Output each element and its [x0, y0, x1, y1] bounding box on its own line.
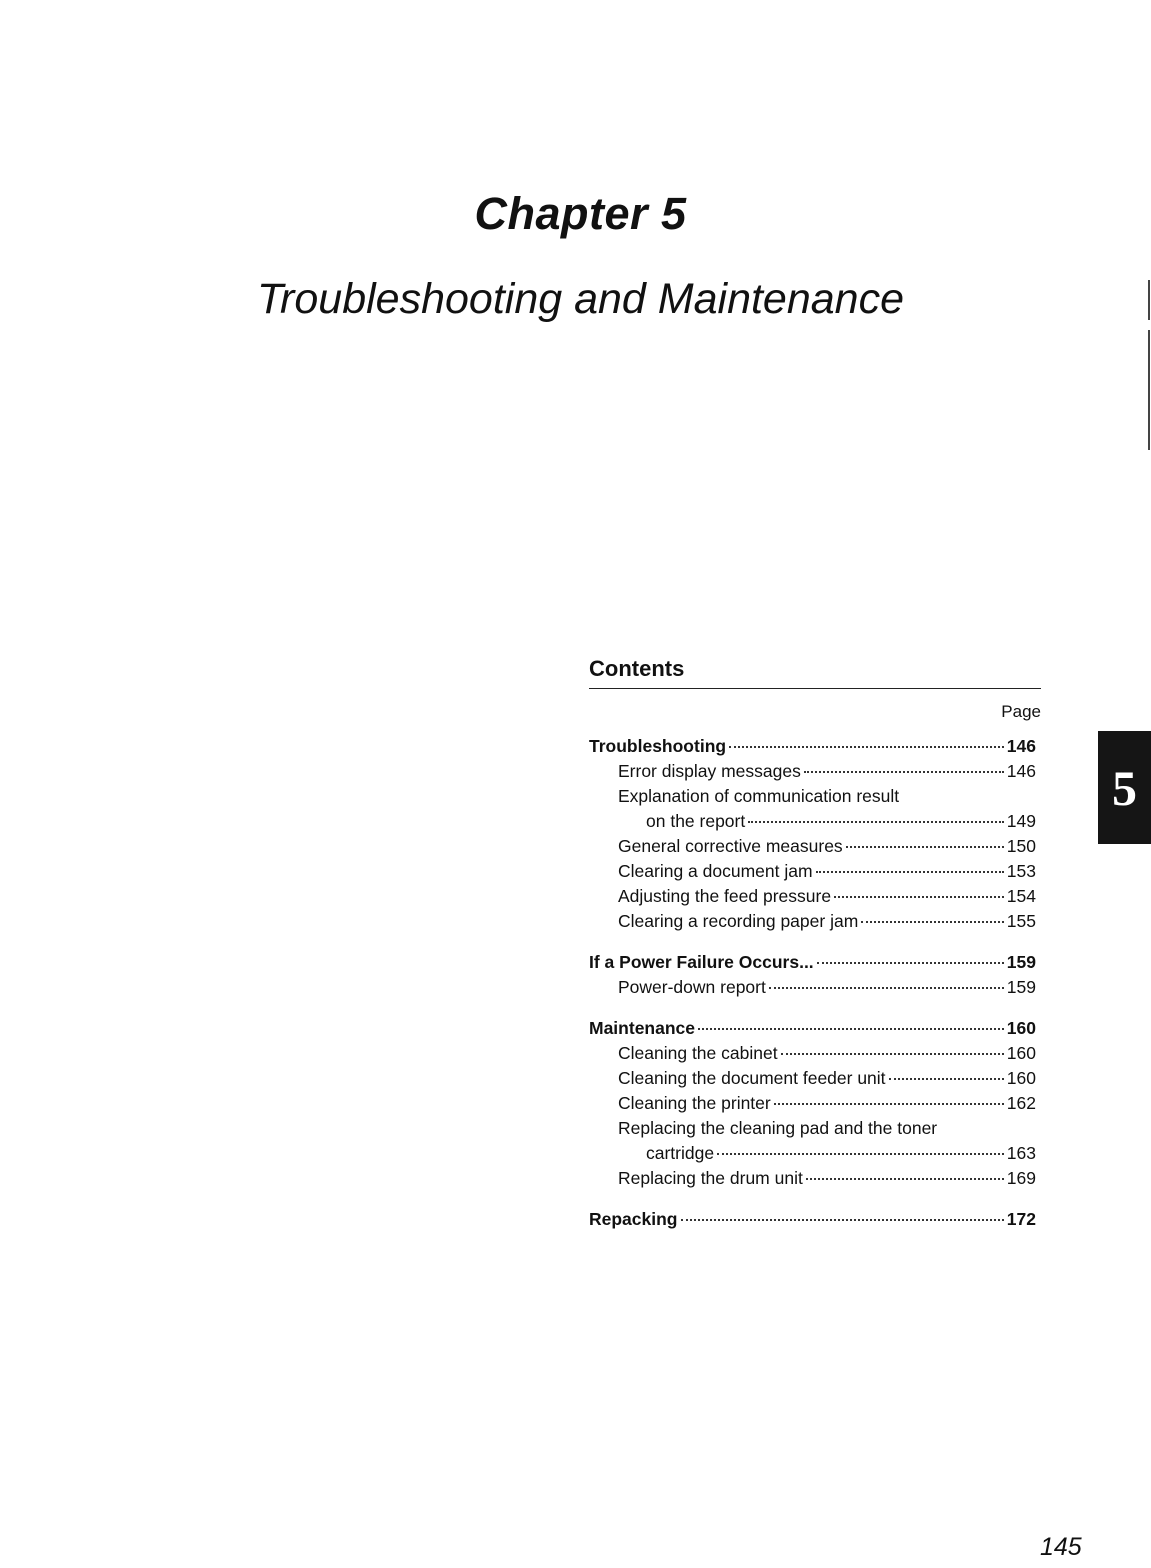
toc-entry-continuation[interactable]: [589, 1141, 1036, 1166]
toc-entry-label: Clearing a document jam: [618, 861, 813, 881]
leader-dots: [769, 973, 1004, 989]
table-of-contents: [589, 656, 1041, 1232]
toc-entry-page: 163: [1006, 1143, 1036, 1163]
chapter-heading: Chapter 5: [474, 188, 687, 239]
toc-entry-label: cartridge: [646, 1143, 715, 1163]
toc-entry[interactable]: [589, 859, 1036, 884]
toc-entry-page: 160: [1006, 1043, 1036, 1063]
contents-divider: [589, 688, 1041, 689]
toc-entry[interactable]: [589, 909, 1036, 934]
toc-entry-page: 153: [1006, 861, 1036, 881]
leader-dots: [698, 1014, 1004, 1030]
toc-entry-page: 160: [1006, 1018, 1036, 1038]
toc-entry-page: 146: [1006, 736, 1036, 756]
toc-entry-label: Troubleshooting: [589, 736, 727, 756]
toc-entry[interactable]: [589, 834, 1036, 859]
toc-entry-page: 172: [1006, 1209, 1036, 1229]
toc-entry-label: Replacing the cleaning pad and the toner: [618, 1118, 938, 1138]
leader-dots: [817, 948, 1004, 964]
edge-mark: [1148, 280, 1150, 320]
toc-entry-label: Explanation of communication result: [618, 786, 900, 806]
toc-entry-label: Replacing the drum unit: [618, 1168, 803, 1188]
toc-entry[interactable]: [589, 759, 1036, 784]
toc-entry-label: Adjusting the feed pressure: [618, 886, 832, 906]
toc-entry-label: on the report: [646, 811, 746, 831]
leader-dots: [681, 1205, 1004, 1221]
toc-section-maintenance[interactable]: [589, 1016, 1036, 1041]
toc-entry-page: 154: [1006, 886, 1036, 906]
leader-dots: [806, 1164, 1004, 1180]
toc-entry[interactable]: [589, 784, 1036, 809]
toc-entry-label: If a Power Failure Occurs...: [589, 952, 814, 972]
toc-entry-label: Cleaning the cabinet: [618, 1043, 778, 1063]
leader-dots: [729, 732, 1004, 748]
toc-entry-page: 155: [1006, 911, 1036, 931]
toc-entry-page: 160: [1006, 1068, 1036, 1088]
toc-entry-label: Clearing a recording paper jam: [618, 911, 859, 931]
toc-entry-page: 150: [1006, 836, 1036, 856]
toc-entry[interactable]: [589, 975, 1036, 1000]
toc-entry-label: Cleaning the printer: [618, 1093, 771, 1113]
toc-section-power-failure[interactable]: [589, 950, 1036, 975]
toc-entry-label: Power-down report: [618, 977, 766, 997]
toc-entry[interactable]: [589, 1091, 1036, 1116]
leader-dots: [781, 1039, 1004, 1055]
toc-entry[interactable]: [589, 884, 1036, 909]
toc-entry-label: Repacking: [589, 1209, 678, 1229]
page-column-label: Page: [1001, 702, 1041, 721]
leader-dots: [804, 757, 1004, 773]
leader-dots: [748, 807, 1004, 823]
edge-mark: [1148, 330, 1150, 450]
toc-entry-label: Maintenance: [589, 1018, 695, 1038]
toc-entry-page: 159: [1006, 952, 1036, 972]
toc-entry-label: Error display messages: [618, 761, 801, 781]
leader-dots: [889, 1064, 1004, 1080]
toc-section-repacking[interactable]: [589, 1207, 1036, 1232]
toc-entry-label: General corrective measures: [618, 836, 843, 856]
toc-entry-page: 159: [1006, 977, 1036, 997]
toc-entry[interactable]: [589, 1116, 1036, 1141]
toc-list: [589, 734, 1036, 1232]
leader-dots: [846, 832, 1004, 848]
toc-entry-label: Cleaning the document feeder unit: [618, 1068, 886, 1088]
toc-section-troubleshooting[interactable]: [589, 734, 1036, 759]
toc-entry-page: 149: [1006, 811, 1036, 831]
toc-entry[interactable]: [589, 1041, 1036, 1066]
leader-dots: [717, 1139, 1004, 1155]
toc-entry[interactable]: [589, 1166, 1036, 1191]
chapter-title: Troubleshooting and Maintenance: [256, 275, 905, 323]
toc-entry-continuation[interactable]: [589, 809, 1036, 834]
toc-entry[interactable]: [589, 1066, 1036, 1091]
leader-dots: [774, 1089, 1004, 1105]
chapter-tab-marker: 5: [1098, 731, 1151, 844]
leader-dots: [861, 907, 1004, 923]
leader-dots: [816, 857, 1004, 873]
contents-heading: Contents: [589, 656, 685, 681]
toc-entry-page: 162: [1006, 1093, 1036, 1113]
leader-dots: [834, 882, 1004, 898]
toc-entry-page: 146: [1006, 761, 1036, 781]
page-number: 145: [1040, 1533, 1082, 1561]
toc-entry-page: 169: [1006, 1168, 1036, 1188]
